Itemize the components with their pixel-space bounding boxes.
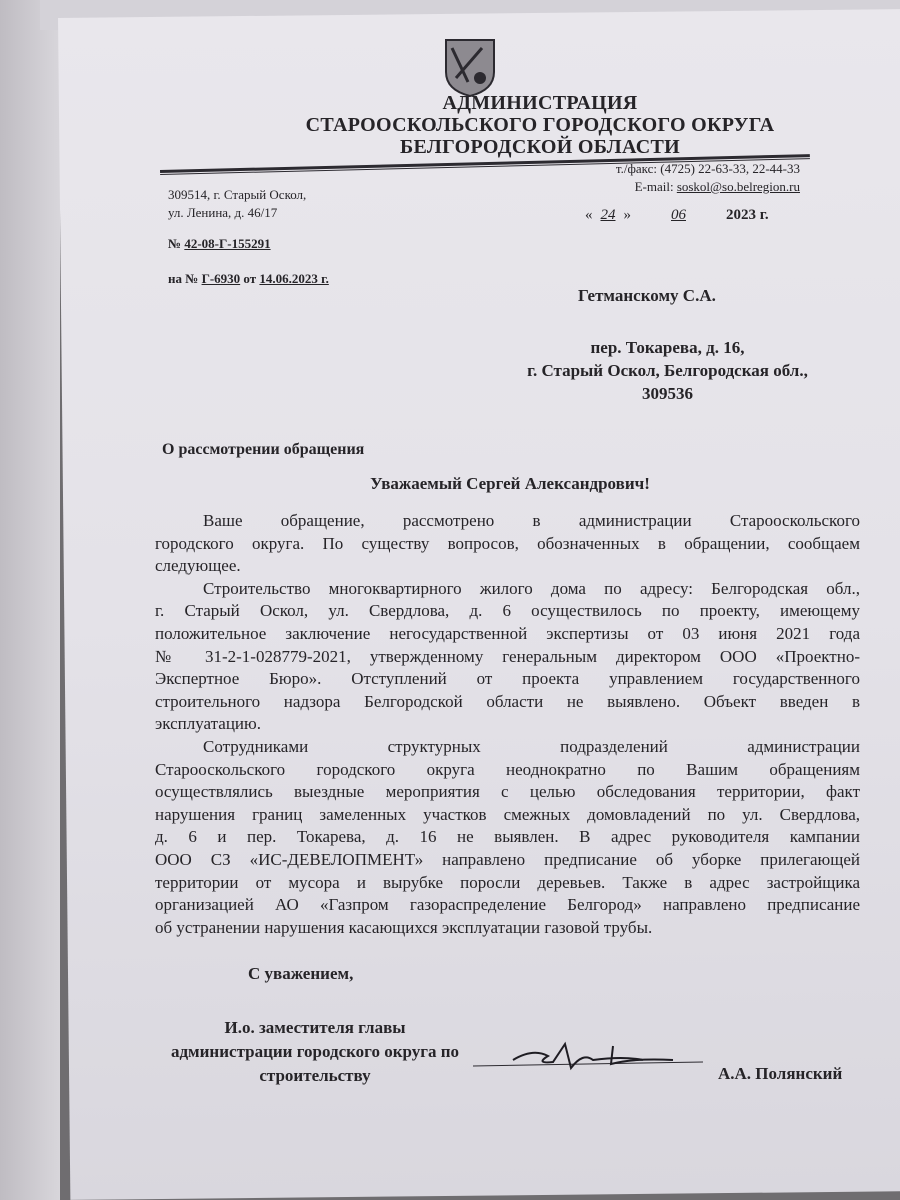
letter-date: « 24 » 06 2023 г. — [585, 207, 769, 223]
address-line: 309514, г. Старый Оскол, — [168, 187, 307, 202]
subject-line: О рассмотрении обращения — [162, 441, 365, 458]
paragraph — [155, 736, 860, 939]
recipient-name: Гетманскому С.А. — [578, 286, 716, 305]
text-line: Ваше обращение, рассмотрено в администрации Старооскольского — [203, 511, 860, 530]
text-line: нарушения границ замеленных участков смежных домовладений по ул. Свердлова, — [155, 804, 860, 824]
text-line: ООО СЗ «ИС-ДЕВЕЛОПМЕНТ» направлено предписание об уборке прилегающей — [155, 849, 860, 869]
recipient-address — [480, 336, 855, 405]
text-line: г. Старый Оскол, ул. Свердлова, д. 6 осуществилось по проекту, имеющему — [155, 601, 860, 621]
letter-body — [155, 510, 860, 939]
text-line: д. 6 и пер. Токарева, д. 16 не выявлен. В адрес руководителя кампании — [155, 827, 860, 847]
recipient-address-line: г. Старый Оскол, Белгородская обл., — [527, 361, 808, 380]
text-line: территории от мусора и вырубке поросли деревьев. Также в адрес застройщика — [155, 872, 860, 892]
text-line: осуществлялись выездные мероприятия с целью обследования территории, факт — [155, 782, 860, 802]
recipient-address-line: 309536 — [642, 384, 693, 403]
org-line: АДМИНИСТРАЦИЯ — [442, 92, 638, 114]
phone-fax: т./факс: (4725) 22-63-33, 22-44-33 — [615, 161, 800, 176]
contacts — [560, 160, 800, 196]
salutation: Уважаемый Сергей Александрович! — [370, 474, 650, 493]
handwritten-signature — [473, 1038, 703, 1078]
text-line: Старооскольского городского округа неоднократно по Вашим обращениям — [155, 759, 860, 779]
email-link[interactable]: soskol@so.belregion.ru — [676, 179, 800, 194]
text-line: эксплуатацию. — [155, 714, 261, 734]
number-prefix: № — [168, 236, 185, 251]
text-line: строительного надзора Белгородской области не выявлено. Объект введен в — [155, 691, 860, 711]
text-line: организацией АО «Газпром газораспределение Белгород» направлено предписание — [155, 895, 860, 915]
number-value: 42-08-Г-155291 — [184, 236, 271, 251]
address-line: ул. Ленина, д. 46/17 — [168, 205, 278, 220]
date-month: 06 — [671, 207, 686, 223]
sender-address — [168, 186, 306, 222]
org-line: СТАРООСКОЛЬСКОГО ГОРОДСКОГО ОКРУГА — [305, 114, 775, 136]
text-line: Экспертное Бюро». Отступлений от проекта управлением государственного — [155, 669, 860, 689]
binder-edge — [0, 0, 60, 1200]
ref-from: от — [240, 271, 260, 286]
ref-prefix: на № — [168, 271, 202, 286]
signer-title — [140, 1016, 490, 1088]
text-line: положительное заключение негосударственной экспертизы от 03 июня 2021 года — [155, 623, 860, 643]
text-line: Строительство многоквартирного жилого дома по адресу: Белгородская обл., — [203, 578, 860, 598]
coat-of-arms-emblem — [442, 38, 498, 98]
reference-number — [168, 270, 329, 288]
text-line: городского округа. По существу вопросов, обозначенных в обращении, сообщаем — [155, 533, 860, 553]
text-line: № 31-2-1-028779-2021, утвержденному генеральным директором ООО «Проектно- — [155, 646, 860, 666]
date-day: 24 — [600, 207, 616, 223]
paragraph — [155, 510, 860, 578]
signer-name: А.А. Полянский — [718, 1064, 843, 1083]
email-line — [560, 178, 800, 196]
email-label: E-mail: — [634, 179, 677, 194]
signer-title-line: строительству — [259, 1066, 371, 1085]
org-line: БЕЛГОРОДСКОЙ ОБЛАСТИ — [400, 136, 680, 158]
organization-title — [200, 92, 880, 158]
ref-number: Г-6930 — [201, 271, 241, 286]
text-line: следующее. — [155, 556, 241, 576]
closing: С уважением, — [248, 964, 354, 983]
text-line: об устранении нарушения касающихся эксплуатации газовой трубы. — [155, 917, 653, 937]
paragraph — [155, 578, 860, 736]
signer-title-line: администрации городского округа по — [170, 1042, 460, 1061]
recipient-address-line: пер. Токарева, д. 16, — [590, 338, 745, 357]
text-line: Сотрудниками структурных подразделений администрации — [203, 736, 860, 756]
date-year: 2023 г. — [726, 207, 769, 223]
ref-date: 14.06.2023 г. — [259, 271, 329, 286]
signer-title-line: И.о. заместителя главы — [224, 1018, 406, 1037]
outgoing-number — [168, 235, 271, 253]
